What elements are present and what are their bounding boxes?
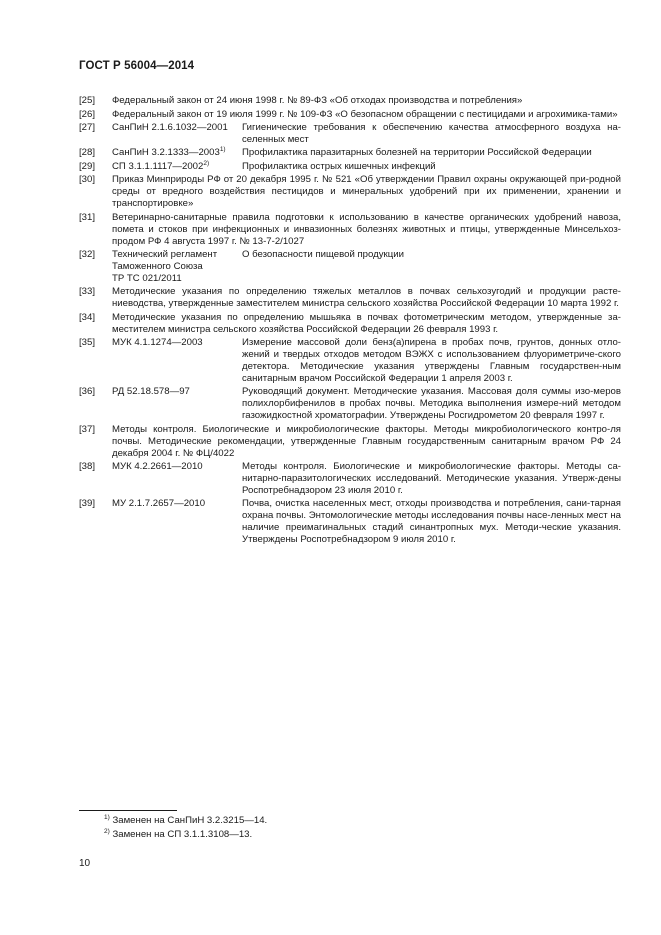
reference-code: СанПиН 3.2.1333—2003 [112, 147, 220, 159]
reference-code-cell [112, 249, 242, 285]
reference-number: [38] [79, 461, 96, 472]
reference-text: Методические указания по определению мышьяка в почвах фотометрическим методом, утвержденные за-местителем министра сельского хозяйства Российской Федерации 26 февраля 1993 г. [112, 311, 621, 335]
reference-item [79, 337, 621, 385]
reference-item [79, 212, 621, 248]
reference-number: [27] [79, 122, 96, 133]
footnotes [104, 814, 267, 841]
reference-code: СП 3.1.1.1117—2002 [112, 160, 204, 172]
reference-number: [29] [79, 160, 96, 172]
reference-number: [25] [79, 95, 96, 106]
reference-code-line: ТР ТС 021/2011 [112, 272, 182, 284]
reference-item [79, 249, 621, 285]
footnote [104, 814, 267, 828]
reference-number: [32] [79, 249, 96, 261]
reference-item [79, 122, 621, 146]
reference-description: Профилактика острых кишечных инфекций [242, 160, 436, 172]
footnote-divider [79, 810, 177, 811]
reference-number: [31] [79, 211, 96, 223]
footnote-marker: 2) [203, 159, 210, 167]
reference-code-line: Таможенного Союза [112, 260, 203, 272]
reference-description: Профилактика паразитарных болезней на территории Российской Федерации [242, 147, 592, 159]
reference-item [79, 95, 621, 107]
reference-number: [28] [79, 147, 96, 159]
reference-number: [36] [79, 386, 96, 398]
footnote-text: Заменен на СП 3.1.1.3108—13. [112, 828, 253, 840]
reference-item [79, 109, 621, 121]
reference-text: Федеральный закон от 24 июня 1998 г. № 89-ФЗ «Об отходах производства и потребления» [112, 95, 523, 106]
reference-number: [37] [79, 423, 96, 435]
reference-item [79, 498, 621, 546]
reference-code-line: Технический регламент [112, 249, 218, 261]
reference-item [79, 386, 621, 422]
reference-number: [34] [79, 311, 96, 323]
reference-description: Почва, очистка населенных мест, отходы производства и потребления, сани-тарная охрана почвы. Энтомологические методы исследования почвы насе-ленных мест на наличие преимагинальных стадий синантропных мух. Методи-ческие указания. Утверждены Роспотребнадзором 9 июля 2010 г. [242, 498, 621, 546]
reference-description: Руководящий документ. Методические указания. Массовая доля суммы изо-меров полихлорбифенилов в пробах почвы. Методика выполнения измере-ний методом газожидкостной хроматографии. Утверждены Росгидрометом 20 февраля 1997 г. [242, 386, 621, 422]
reference-number: [30] [79, 174, 96, 186]
footnote [104, 828, 267, 842]
reference-text: Методы контроля. Биологические и микробиологические факторы. Методы микробиологического контро-ля почвы. Методические рекомендации, утвержденные Главным государственным санитарным врачом РФ 24 декабря 2004 г. № ФЦ/4022 [112, 423, 621, 459]
reference-code: МУК 4.2.2661—2010 [112, 461, 203, 472]
reference-code: РД 52.18.578—97 [112, 386, 190, 398]
reference-item [79, 147, 621, 159]
footnote-marker: 1) [104, 814, 110, 821]
reference-number: [26] [79, 108, 96, 120]
reference-text: Приказ Минприроды РФ от 20 декабря 1995 г. № 521 «Об утверждении Правил охраны окружающей при-родной среды от вредного воздействия пестицидов и минеральных удобрений при их применении, хранении и транспортировке» [112, 174, 621, 210]
document-header: ГОСТ Р 56004—2014 [79, 60, 195, 72]
reference-description: Измерение массовой доли бенз(а)пирена в пробах почв, грунтов, донных отло-жений и твердых отходов методом ВЭЖХ с использованием флуориметриче-ского детектора. Методические указания утверждены Главным государствен-ным санитарным врачом Российской Федерации 1 апреля 2003 г. [242, 337, 621, 384]
reference-code-cell [112, 147, 242, 159]
reference-code-cell [112, 161, 242, 173]
reference-text: Федеральный закон от 19 июля 1999 г. № 109-ФЗ «О безопасном обращении с пестицидами и агрохимика-тами» [112, 108, 618, 120]
reference-number: [39] [79, 498, 96, 510]
reference-list [79, 95, 621, 548]
footnote-text: Заменен на СанПиН 3.2.3215—14. [112, 815, 268, 826]
reference-code: МУК 4.1.1274—2003 [112, 337, 203, 349]
reference-item [79, 424, 621, 460]
reference-description: Методы контроля. Биологические и микробиологические факторы. Методы са-нитарно-паразитологических исследований. Методические указания. Утверж-дены Роспотребнадзором 23 июля 2010 г. [242, 461, 621, 496]
reference-number: [35] [79, 337, 96, 349]
reference-item [79, 286, 621, 310]
reference-item [79, 174, 621, 210]
reference-text: Методические указания по определению тяжелых металлов в почвах сельхозугодий и продукции расте-ниеводства, утвержденные заместителем министра сельского хозяйства Российской Федерации 10 марта 1992 г. [112, 286, 621, 310]
reference-description: О безопасности пищевой продукции [242, 249, 404, 261]
reference-item [79, 312, 621, 336]
reference-number: [33] [79, 286, 96, 298]
reference-description: Гигиенические требования к обеспечению качества атмосферного воздуха на-селенных мест [242, 122, 621, 145]
reference-text: Ветеринарно-санитарные правила подготовки к использованию в качестве органических удобрений навоза, помета и стоков при инфекционных и инвазионных болезнях животных и птицы, утвержденные Минсельхоз-продом РФ 4 августа 1997 г. № 13-7-2/1027 [112, 211, 621, 247]
footnote-marker: 1) [219, 146, 226, 154]
footnote-marker: 2) [104, 827, 110, 835]
reference-item [79, 161, 621, 173]
reference-code: СанПиН 2.1.6.1032—2001 [112, 122, 228, 133]
reference-code: МУ 2.1.7.2657—2010 [112, 498, 206, 510]
reference-item [79, 461, 621, 497]
page-number: 10 [79, 858, 91, 869]
